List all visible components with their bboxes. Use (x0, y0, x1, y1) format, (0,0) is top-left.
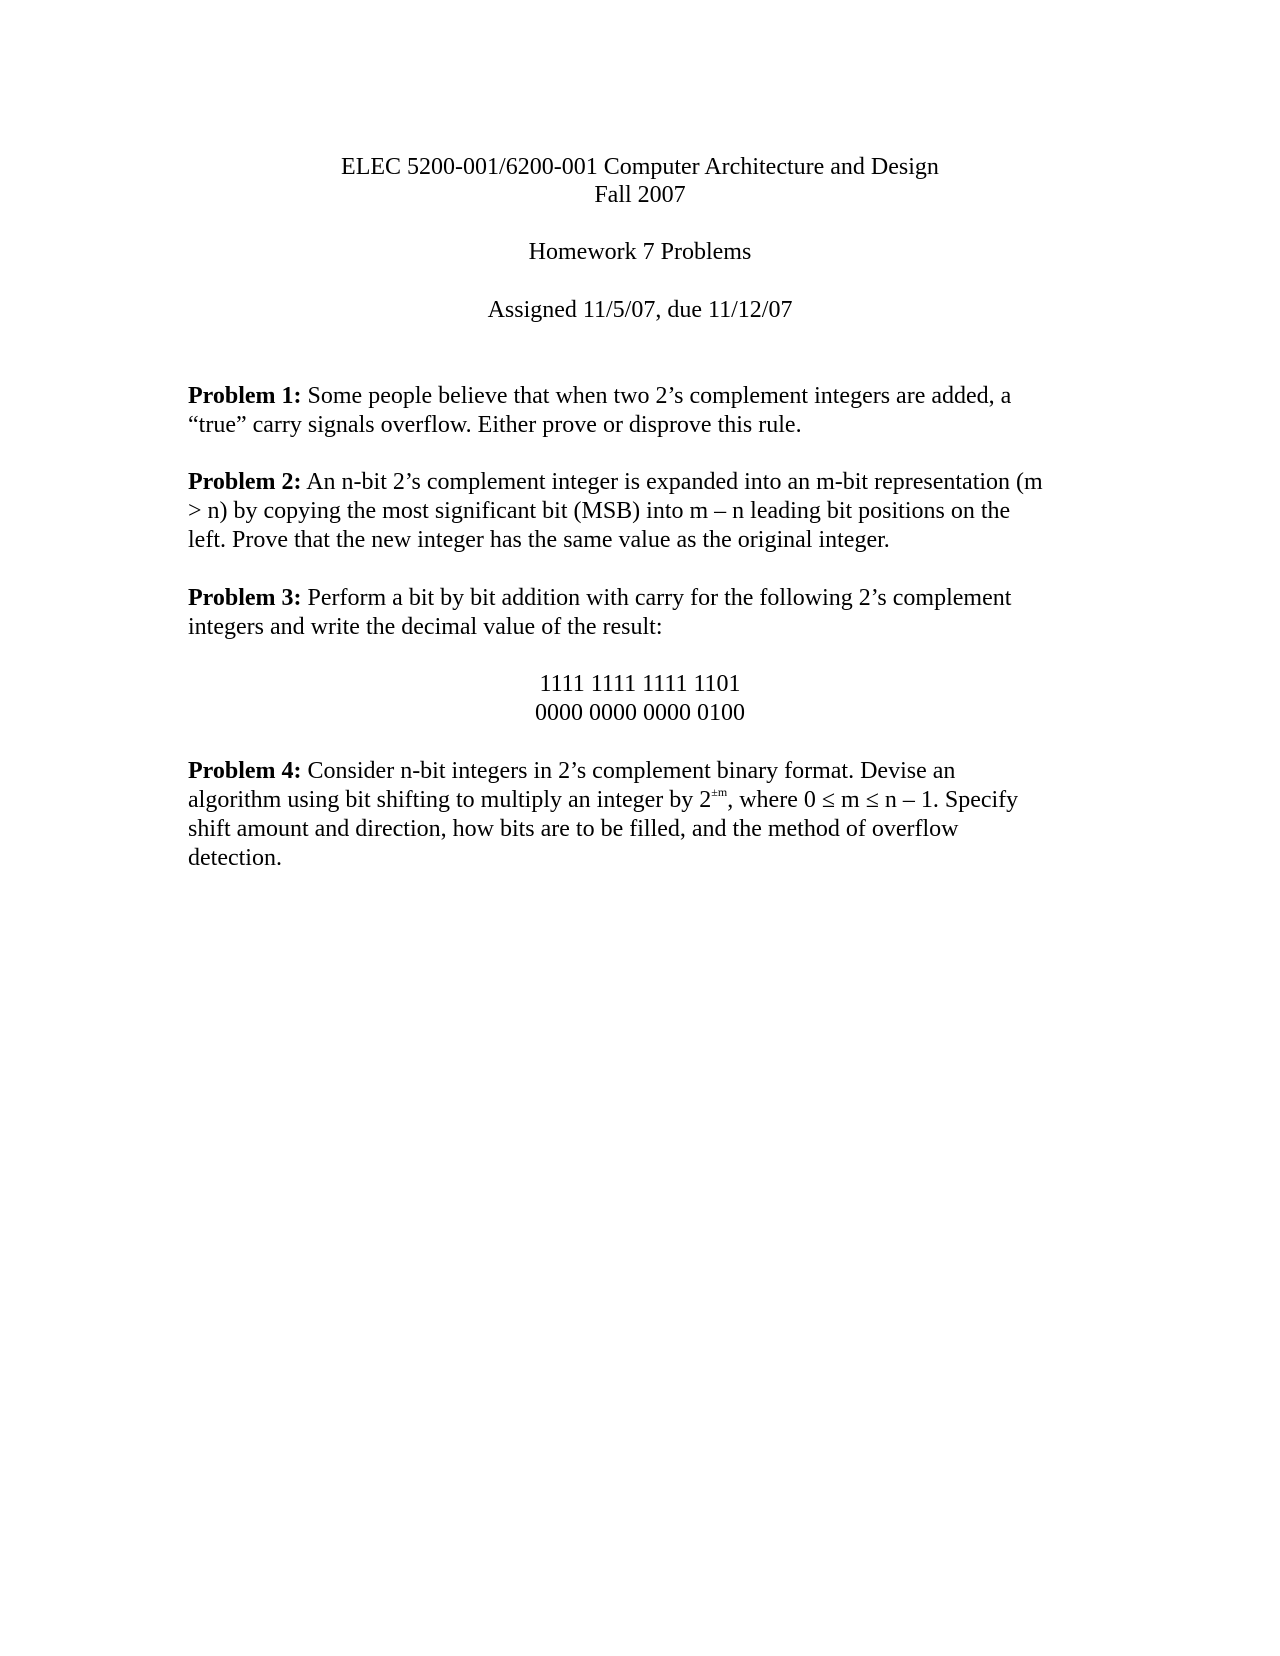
problem-4-text-2a: algorithm using bit shifting to multiply an integer by 2 (188, 787, 712, 813)
homework-title: Homework 7 Problems (528, 239, 752, 265)
problem-4-text-1: Consider n-bit integers in 2’s complement binary format. Devise an (301, 758, 956, 784)
problem-4-label: Problem 4: (188, 758, 302, 784)
exponent-superscript: ±m (711, 785, 728, 799)
course-title: ELEC 5200-001/6200-001 Computer Architecture and Design (341, 154, 939, 180)
binary-operand-1: 1111 1111 1111 1101 (539, 671, 741, 697)
problem-2-line-3: left. Prove that the new integer has the same value as the original integer. (188, 527, 890, 553)
problem-3-line-2: integers and write the decimal value of the result: (188, 614, 663, 640)
problem-3 (188, 584, 1088, 642)
problem-4 (188, 757, 1088, 873)
problem-1-text-1: Some people believe that when two 2’s complement integers are added, a (301, 383, 1012, 409)
problem-2-label: Problem 2: (188, 469, 302, 495)
problem-1-label: Problem 1: (188, 383, 302, 409)
problem-2 (188, 468, 1088, 555)
problem-4-line-4: detection. (188, 845, 282, 871)
problem-2-text-1: An n-bit 2’s complement integer is expanded into an m-bit representation (m (301, 469, 1043, 495)
problem-4-line-3: shift amount and direction, how bits are to be filled, and the method of overflow (188, 816, 959, 842)
problem-2-line-1 (188, 468, 1088, 497)
problem-3-line-1 (188, 584, 1088, 613)
problem-1-line-1 (188, 382, 1088, 411)
term: Fall 2007 (594, 182, 686, 208)
problem-4-line-1 (188, 757, 1088, 786)
binary-operand-2: 0000 0000 0000 0100 (535, 700, 745, 726)
problem-4-text-2b: , where 0 ≤ m ≤ n – 1. Specify (727, 787, 1019, 813)
problem-1 (188, 382, 1088, 440)
problem-4-line-2 (188, 786, 1088, 815)
assignment-dates: Assigned 11/5/07, due 11/12/07 (487, 297, 793, 323)
problem-3-label: Problem 3: (188, 585, 302, 611)
problem-2-line-2: > n) by copying the most significant bit (MSB) into m – n leading bit positions on the (188, 498, 1011, 524)
problem-1-line-2: “true” carry signals overflow. Either prove or disprove this rule. (188, 412, 802, 438)
problem-3-text-1: Perform a bit by bit addition with carry for the following 2’s complement (301, 585, 1012, 611)
